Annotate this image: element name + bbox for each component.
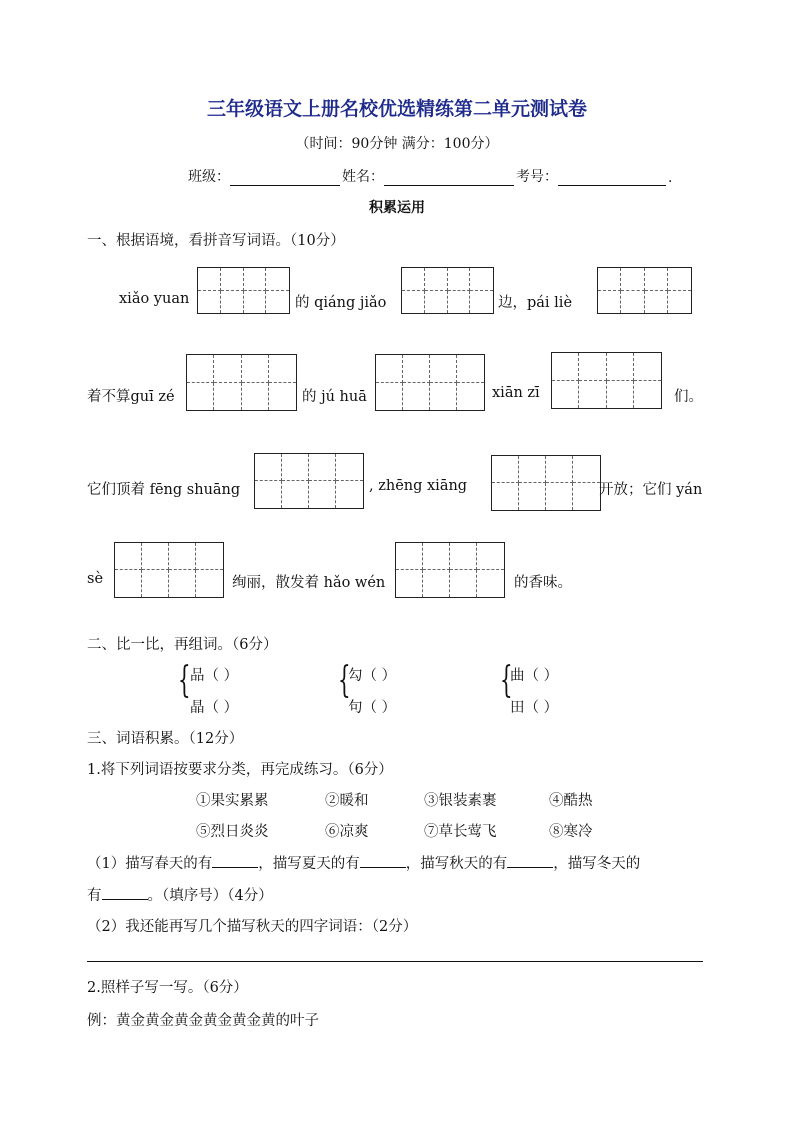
number-label: 考号：: [516, 169, 558, 185]
brace-1: {: [178, 660, 191, 701]
answer-box-ju-hua[interactable]: [375, 354, 485, 411]
answer-box-qiang-jiao[interactable]: [401, 267, 494, 314]
q3-sub2: 2.照样子写一写。（6分）: [87, 980, 248, 996]
answer-box-xian-zi[interactable]: [551, 352, 662, 409]
q1-row4-text-a: sè: [87, 571, 104, 587]
q1-row3-text-b: , zhēng xiāng: [369, 478, 468, 494]
exam-time-info: （时间：90分钟 满分：100分）: [295, 136, 499, 152]
q2-group3-top[interactable]: 曲（ ）: [510, 668, 559, 684]
q3-sub1: 1.将下列词语按要求分类，再完成练习。（6分）: [87, 762, 393, 778]
q1-row2-text-d: 们。: [674, 389, 703, 405]
answer-line[interactable]: [87, 961, 703, 962]
answer-box-gui-ze[interactable]: [186, 354, 297, 411]
word-2: ②暖和: [325, 793, 369, 809]
word-1: ①果实累累: [196, 793, 269, 809]
q3-part1-line1: [87, 852, 640, 873]
answer-box-yan-se[interactable]: [114, 542, 224, 598]
word-5: ⑤烈日炎炎: [196, 824, 269, 840]
q3-part1-spring: （1）描写春天的有: [87, 856, 213, 872]
q3-part1-line2: [87, 884, 273, 905]
q3-part1-have: 有: [87, 888, 102, 904]
number-blank[interactable]: [558, 170, 666, 186]
q3-heading: 三、词语积累。（12分）: [87, 731, 244, 747]
q2-heading: 二、比一比，再组词。（6分）: [87, 637, 278, 653]
word-3: ③银装素裹: [424, 793, 497, 809]
q2-group2-bottom[interactable]: 句（ ）: [348, 700, 397, 716]
summer-blank[interactable]: [360, 853, 406, 868]
fields-end-mark: .: [668, 170, 673, 186]
q1-row1-text-b: 的 qiáng jiǎo: [295, 295, 387, 311]
section-label: 积累运用: [369, 200, 425, 216]
word-6: ⑥凉爽: [325, 824, 369, 840]
page-title: 三年级语文上册名校优选精练第二单元测试卷: [206, 98, 587, 120]
q3-part2: （2）我还能再写几个描写秋天的四字词语：（2分）: [87, 919, 418, 935]
q2-group3-bottom[interactable]: 田（ ）: [510, 700, 559, 716]
q1-row3-text-c: 开放；它们 yán: [599, 482, 703, 498]
q2-group2-top[interactable]: 勾（ ）: [348, 668, 397, 684]
q1-row4-text-b: 绚丽，散发着 hǎo wén: [232, 575, 386, 591]
autumn-blank[interactable]: [507, 853, 553, 868]
answer-box-pai-lie[interactable]: [597, 267, 692, 314]
answer-box-feng-shuang[interactable]: [254, 453, 364, 509]
word-8: ⑧寒冷: [549, 824, 593, 840]
q1-row2-text-a: 着不算guī zé: [87, 389, 175, 405]
class-label: 班级：: [188, 169, 230, 185]
q1-row2-text-c: xiān zī: [492, 385, 540, 401]
q1-row4-text-c: 的香味。: [514, 575, 572, 591]
q3-part1-summer: ，描写夏天的有: [258, 856, 360, 872]
answer-box-hao-wen[interactable]: [395, 542, 505, 598]
q2-group1-bottom[interactable]: 晶（ ）: [190, 700, 239, 716]
brace-2: {: [338, 660, 351, 701]
spring-blank[interactable]: [212, 853, 258, 868]
q2-group1-top[interactable]: 品（ ）: [190, 668, 239, 684]
student-info-fields: [188, 166, 672, 186]
answer-box-zheng-xiang[interactable]: [491, 455, 601, 511]
name-blank[interactable]: [384, 170, 514, 186]
word-4: ④酷热: [549, 793, 593, 809]
winter-blank[interactable]: [102, 885, 148, 900]
class-blank[interactable]: [230, 170, 340, 186]
name-label: 姓名：: [342, 169, 384, 185]
q3-part1-winter: ，描写冬天的: [553, 856, 641, 872]
q1-heading: 一、根据语境，看拼音写词语。（10分）: [87, 233, 345, 249]
q1-row2-text-b: 的 jú huā: [302, 389, 367, 405]
q3-part1-note: 。（填序号）（4分）: [147, 888, 273, 904]
word-7: ⑦草长莺飞: [424, 824, 497, 840]
q1-row3-text-a: 它们顶着 fēng shuāng: [87, 482, 241, 498]
q1-row1-text-a: xiǎo yuan: [119, 291, 190, 307]
q3-part1-autumn: ，描写秋天的有: [405, 856, 508, 872]
answer-box-xiao-yuan[interactable]: [197, 267, 290, 314]
q1-row1-text-c: 边，pái liè: [498, 295, 573, 311]
brace-3: {: [500, 660, 513, 701]
q3-example: 例：黄金黄金黄金黄金黄金黄的叶子: [87, 1013, 319, 1029]
